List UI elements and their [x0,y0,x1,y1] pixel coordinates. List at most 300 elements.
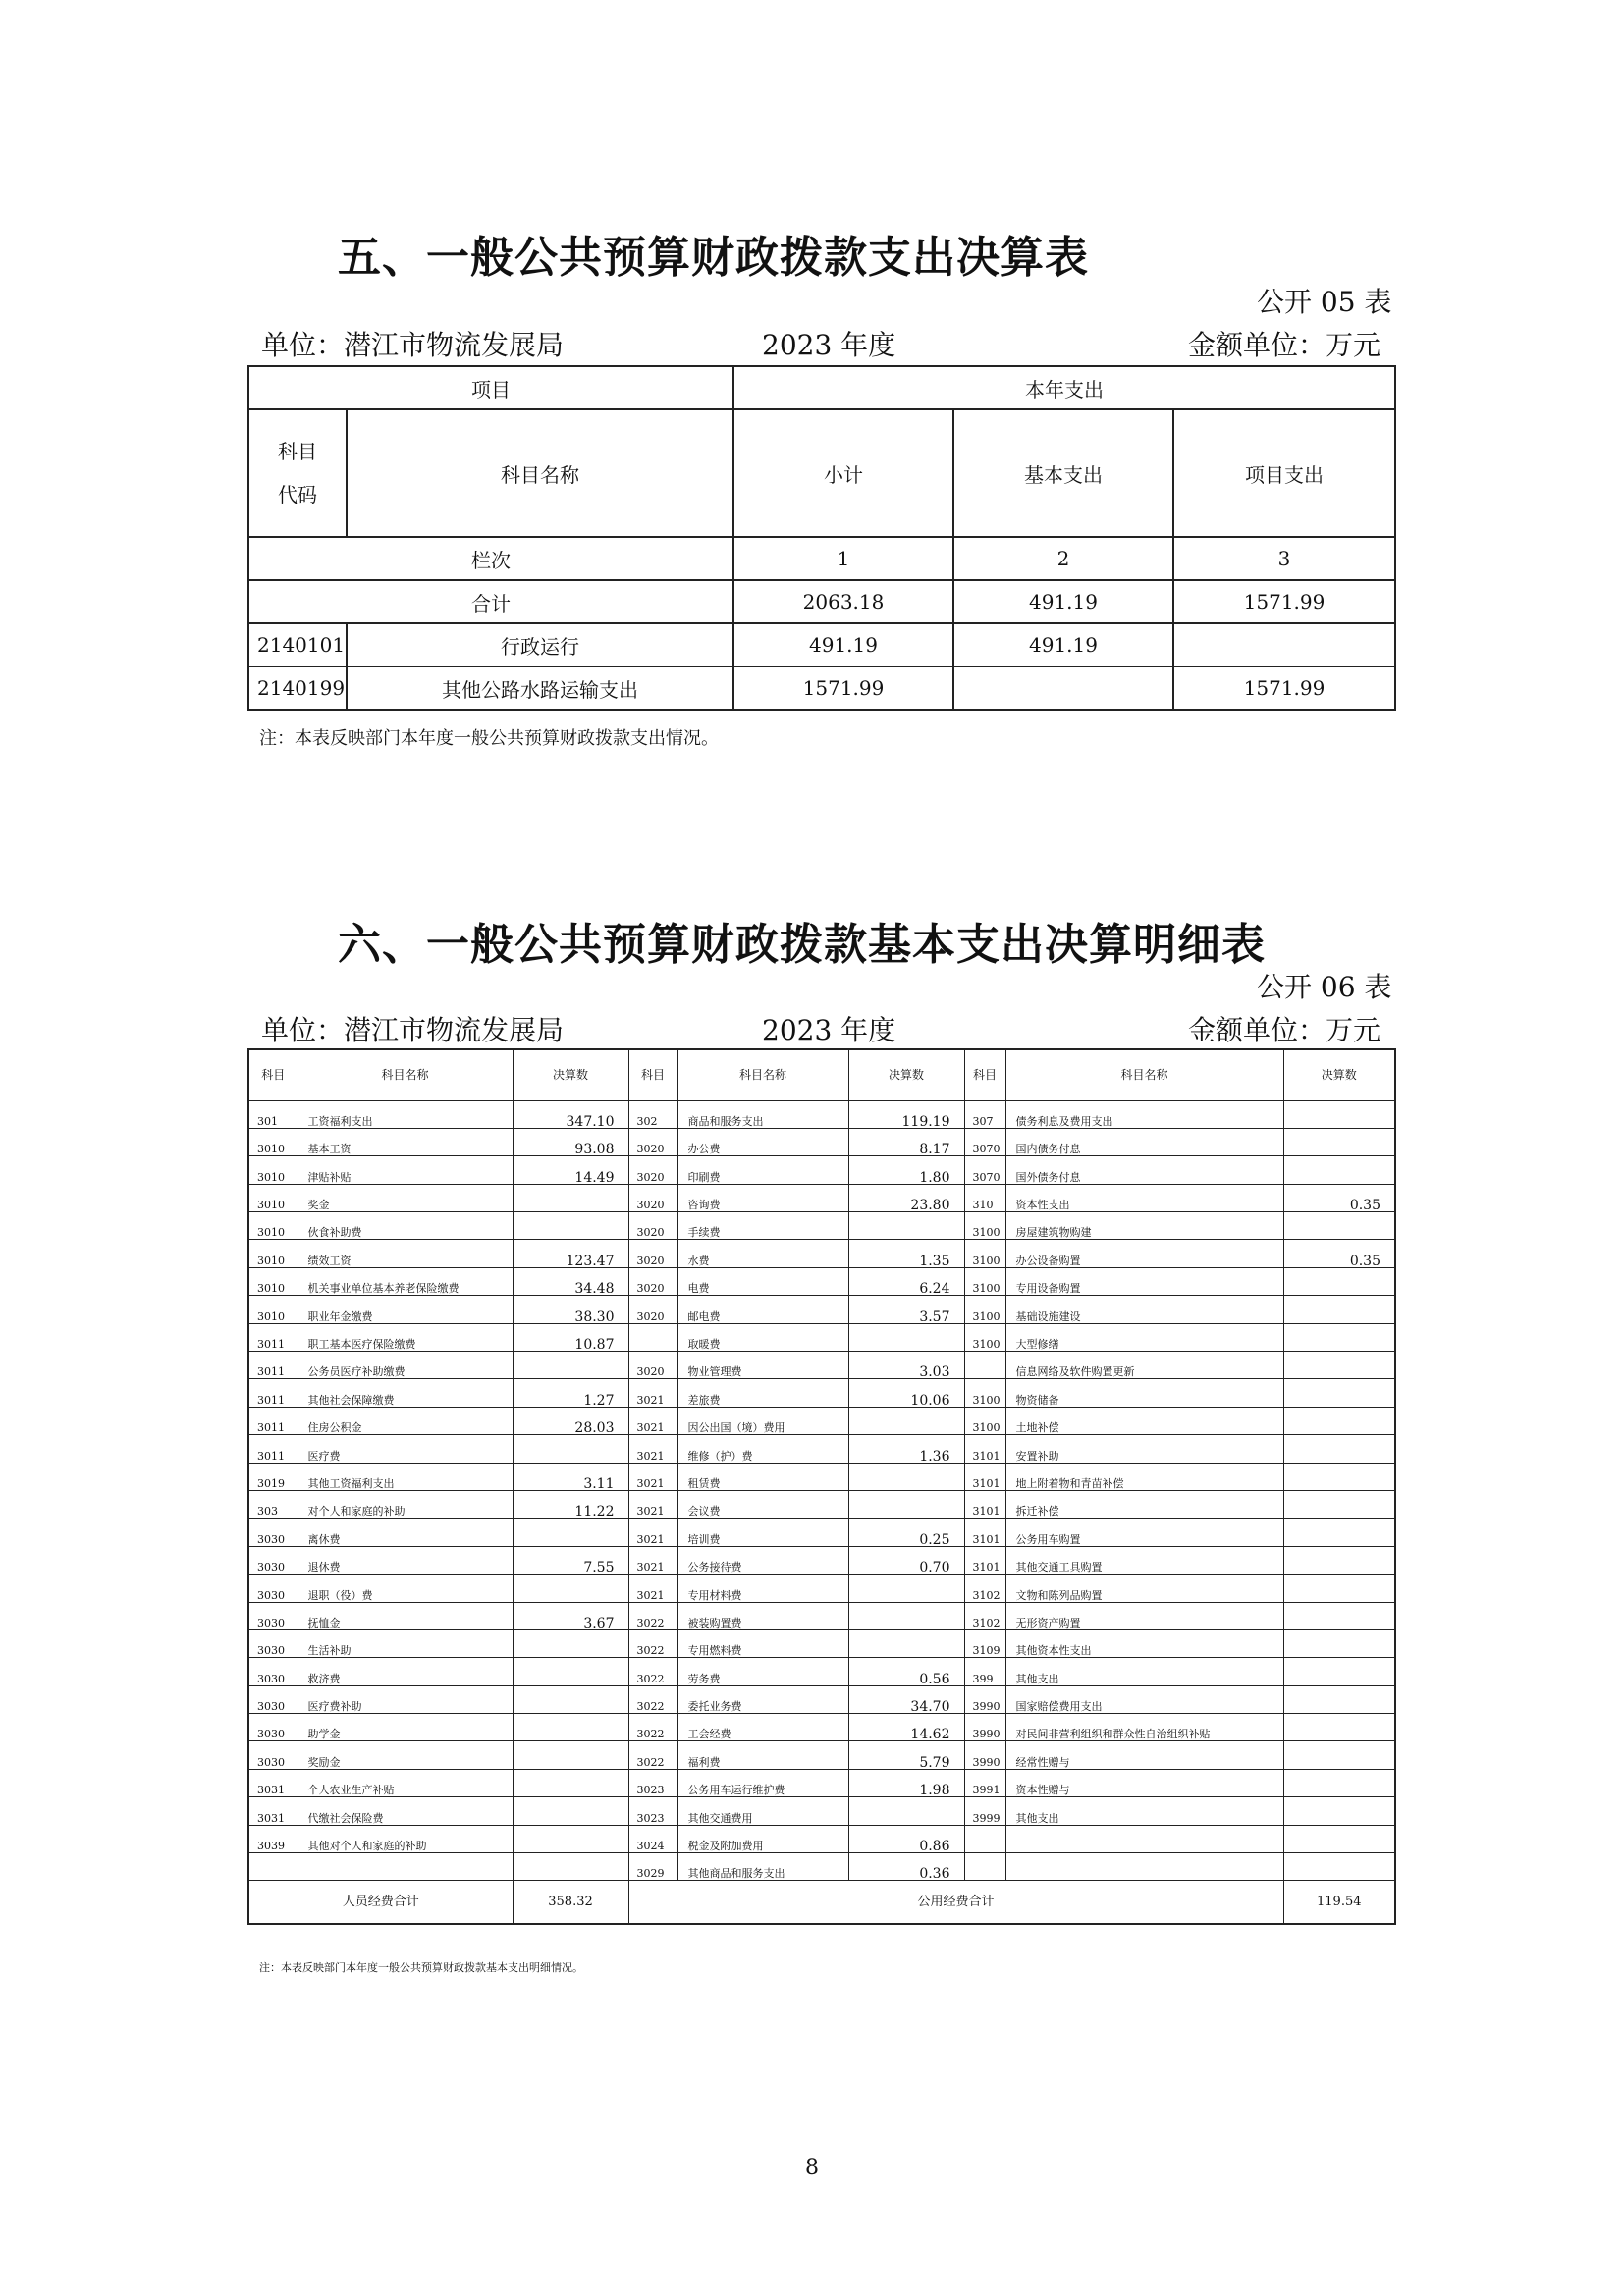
cell-code-2: 3021 [628,1407,677,1434]
header-subtotal: 小计 [733,409,953,537]
cell-value-1: 28.03 [513,1407,628,1434]
cell-value-1 [513,1714,628,1741]
cell-value-3 [1283,1296,1395,1323]
cell-name-3: 国内债务付息 [1005,1128,1283,1155]
cell-value-2: 1.35 [848,1240,964,1267]
cell-name-2: 租赁费 [677,1463,848,1490]
cell-name-3: 其他交通工具购置 [1005,1546,1283,1574]
cell-value-3 [1283,1435,1395,1463]
cell-name-3: 债务利息及费用支出 [1005,1100,1283,1128]
cell-value-3: 0.35 [1283,1184,1395,1211]
cell-code-2: 3021 [628,1490,677,1518]
page-number: 8 [805,2156,819,2180]
cell-code-1: 3011 [248,1379,298,1407]
cell-code-1: 3010 [248,1212,298,1240]
row-name: 行政运行 [347,623,733,667]
section5-unit: 单位：潜江市物流发展局 [261,329,565,361]
total-project: 1571.99 [1173,580,1395,623]
cell-code-2: 3022 [628,1602,677,1629]
table-row [248,1323,1395,1351]
table-row [248,1853,1395,1881]
cell-code-2: 3021 [628,1463,677,1490]
table-row [248,1156,1395,1184]
section6-title: 六、一般公共预算财政拨款基本支出决算明细表 [338,920,1266,970]
cell-name-3: 基础设施建设 [1005,1296,1283,1323]
cell-value-3 [1283,1546,1395,1574]
cell-code-3 [964,1825,1005,1852]
header-name-1: 科目名称 [298,1049,513,1100]
cell-value-3 [1283,1407,1395,1434]
cell-code-3: 3070 [964,1128,1005,1155]
cell-name-2: 公务用车运行维护费 [677,1769,848,1796]
public-total-label: 公用经费合计 [628,1881,1283,1924]
cell-code-1: 3031 [248,1769,298,1796]
table-row [248,1490,1395,1518]
cell-name-2: 会议费 [677,1490,848,1518]
header-code-1: 科目 [248,1049,298,1100]
cell-value-2: 6.24 [848,1267,964,1295]
section6-table-no: 公开 06 表 [1257,971,1392,1003]
cell-name-1: 其他社会保障缴费 [298,1379,513,1407]
table-row [248,1100,1395,1128]
cell-code-2: 3020 [628,1156,677,1184]
cell-code-3: 399 [964,1658,1005,1685]
cell-value-2 [848,1323,964,1351]
cell-value-1: 34.48 [513,1267,628,1295]
row-name: 其他公路水路运输支出 [347,667,733,710]
cell-value-1 [513,1435,628,1463]
cell-code-3: 3990 [964,1685,1005,1713]
cell-code-2: 3022 [628,1685,677,1713]
cell-name-2: 商品和服务支出 [677,1100,848,1128]
cell-value-3 [1283,1100,1395,1128]
cell-code-3: 3109 [964,1629,1005,1657]
cell-code-2: 3020 [628,1352,677,1379]
cell-code-1: 3011 [248,1352,298,1379]
section5-year: 2023 年度 [762,329,896,361]
section5-amount-unit: 金额单位：万元 [1188,329,1381,361]
table-row [248,1575,1395,1602]
cell-name-2: 邮电费 [677,1296,848,1323]
section5-note: 注：本表反映部门本年度一般公共预算财政拨款支出情况。 [259,728,719,749]
cell-value-3 [1283,1825,1395,1852]
header-item: 项目 [248,366,733,409]
cell-value-3 [1283,1769,1395,1796]
cell-name-3: 资本性赠与 [1005,1769,1283,1796]
cell-name-3: 对民间非营利组织和群众性自治组织补贴 [1005,1714,1283,1741]
cell-name-2: 其他交通费用 [677,1797,848,1825]
cell-value-1: 1.27 [513,1379,628,1407]
cell-value-2: 1.98 [848,1769,964,1796]
cell-value-2: 10.06 [848,1379,964,1407]
cell-name-2: 其他商品和服务支出 [677,1853,848,1881]
cell-code-1: 3030 [248,1629,298,1657]
table-row [248,667,1395,710]
cell-code-2 [628,1323,677,1351]
cell-name-1 [298,1853,513,1881]
cell-name-3: 大型修缮 [1005,1323,1283,1351]
cell-value-1 [513,1352,628,1379]
table-row [248,1296,1395,1323]
cell-value-1: 123.47 [513,1240,628,1267]
cell-value-3 [1283,1714,1395,1741]
cell-name-3: 其他支出 [1005,1658,1283,1685]
row-code: 2140101 [248,623,347,667]
cell-value-3: 0.35 [1283,1240,1395,1267]
cell-code-1: 3010 [248,1240,298,1267]
cell-name-1: 工资福利支出 [298,1100,513,1128]
cell-name-1: 其他对个人和家庭的补助 [298,1825,513,1852]
cell-code-1: 3010 [248,1267,298,1295]
cell-code-2: 3021 [628,1519,677,1546]
cell-value-1: 347.10 [513,1100,628,1128]
table-row [248,1602,1395,1629]
cell-name-2: 被装购置费 [677,1602,848,1629]
cell-code-2: 3029 [628,1853,677,1881]
cell-code-1: 3010 [248,1128,298,1155]
table-row [248,1379,1395,1407]
table-row [248,1267,1395,1295]
cell-name-2: 因公出国（境）费用 [677,1407,848,1434]
cell-value-1 [513,1741,628,1769]
cell-value-1 [513,1685,628,1713]
cell-code-2: 302 [628,1100,677,1128]
cell-value-2: 1.80 [848,1156,964,1184]
cell-value-3 [1283,1379,1395,1407]
cell-code-1: 3010 [248,1296,298,1323]
cell-code-3: 3102 [964,1575,1005,1602]
cell-value-1 [513,1853,628,1881]
cell-code-3: 3100 [964,1379,1005,1407]
cell-code-2: 3022 [628,1629,677,1657]
table-row [248,623,1395,667]
cell-value-1 [513,1629,628,1657]
cell-code-3: 3999 [964,1797,1005,1825]
cell-name-1: 职业年金缴费 [298,1296,513,1323]
cell-value-2: 3.03 [848,1352,964,1379]
cell-code-2: 3022 [628,1714,677,1741]
cell-name-1: 奖励金 [298,1741,513,1769]
section6-unit: 单位：潜江市物流发展局 [261,1014,565,1046]
cell-value-2: 0.70 [848,1546,964,1574]
cell-code-1: 3011 [248,1323,298,1351]
cell-value-3 [1283,1128,1395,1155]
section6-amount-unit: 金额单位：万元 [1188,1014,1381,1046]
public-total-value: 119.54 [1283,1881,1395,1924]
total-subtotal: 2063.18 [733,580,953,623]
cell-code-2: 3021 [628,1575,677,1602]
cell-value-3 [1283,1352,1395,1379]
cell-value-2: 34.70 [848,1685,964,1713]
cell-code-2: 3021 [628,1379,677,1407]
cell-code-1: 3030 [248,1546,298,1574]
cell-code-3: 3101 [964,1546,1005,1574]
table-row [248,1240,1395,1267]
cell-code-1: 3030 [248,1741,298,1769]
cell-value-1 [513,1184,628,1211]
cell-name-2: 劳务费 [677,1658,848,1685]
cell-value-1 [513,1797,628,1825]
cell-value-1 [513,1769,628,1796]
header-value-2: 决算数 [848,1049,964,1100]
col-label: 栏次 [248,537,733,580]
cell-code-2: 3024 [628,1825,677,1852]
cell-name-3: 物资储备 [1005,1379,1283,1407]
personnel-total-value: 358.32 [513,1881,628,1924]
table-row [248,1212,1395,1240]
cell-value-3 [1283,1658,1395,1685]
cell-code-2: 3020 [628,1296,677,1323]
cell-name-2: 工会经费 [677,1714,848,1741]
cell-name-2: 咨询费 [677,1184,848,1211]
cell-code-3: 307 [964,1100,1005,1128]
cell-value-1: 38.30 [513,1296,628,1323]
cell-code-3: 3101 [964,1490,1005,1518]
row-code: 2140199 [248,667,347,710]
cell-code-3: 3101 [964,1435,1005,1463]
cell-code-2: 3022 [628,1658,677,1685]
cell-code-1: 3030 [248,1658,298,1685]
cell-name-2: 福利费 [677,1741,848,1769]
cell-name-1: 医疗费补助 [298,1685,513,1713]
cell-value-2: 5.79 [848,1741,964,1769]
cell-name-1: 退职（役）费 [298,1575,513,1602]
cell-code-3: 3101 [964,1519,1005,1546]
table-row [248,1352,1395,1379]
cell-code-2: 3023 [628,1769,677,1796]
cell-code-2: 3020 [628,1184,677,1211]
cell-code-3: 3101 [964,1463,1005,1490]
cell-name-3: 地上附着物和青苗补偿 [1005,1463,1283,1490]
cell-name-3: 公务用车购置 [1005,1519,1283,1546]
cell-name-3: 信息网络及软件购置更新 [1005,1352,1283,1379]
table-row [248,1435,1395,1463]
cell-code-2: 3021 [628,1435,677,1463]
cell-value-1: 14.49 [513,1156,628,1184]
cell-code-1: 3030 [248,1714,298,1741]
cell-name-3: 经常性赠与 [1005,1741,1283,1769]
table-row [248,1769,1395,1796]
cell-name-1: 生活补助 [298,1629,513,1657]
header-code-3: 科目 [964,1049,1005,1100]
cell-value-2: 0.56 [848,1658,964,1685]
cell-code-3: 3991 [964,1769,1005,1796]
section5-table-no: 公开 05 表 [1257,286,1392,318]
row-basic: 491.19 [953,623,1173,667]
cell-code-1: 3030 [248,1519,298,1546]
cell-code-1: 3030 [248,1685,298,1713]
cell-name-3: 其他支出 [1005,1797,1283,1825]
table-row [248,1797,1395,1825]
cell-value-1 [513,1658,628,1685]
cell-name-2: 委托业务费 [677,1685,848,1713]
cell-name-3: 国外债务付息 [1005,1156,1283,1184]
cell-value-2: 3.57 [848,1296,964,1323]
cell-name-3: 办公设备购置 [1005,1240,1283,1267]
cell-value-2 [848,1212,964,1240]
cell-value-2 [848,1490,964,1518]
cell-code-3: 3070 [964,1156,1005,1184]
cell-code-1: 303 [248,1490,298,1518]
section6-note: 注：本表反映部门本年度一般公共预算财政拨款基本支出明细情况。 [259,1961,583,1974]
table-row [248,1407,1395,1434]
cell-value-3 [1283,1797,1395,1825]
cell-value-2 [848,1575,964,1602]
cell-name-2: 物业管理费 [677,1352,848,1379]
cell-code-1: 3010 [248,1156,298,1184]
section6-year: 2023 年度 [762,1014,896,1046]
cell-value-1: 3.11 [513,1463,628,1490]
header-name-3: 科目名称 [1005,1049,1283,1100]
row-basic [953,667,1173,710]
cell-value-1 [513,1825,628,1852]
cell-code-2: 3022 [628,1741,677,1769]
total-basic: 491.19 [953,580,1173,623]
cell-name-1: 公务员医疗补助缴费 [298,1352,513,1379]
cell-name-1: 机关事业单位基本养老保险缴费 [298,1267,513,1295]
cell-value-1: 7.55 [513,1546,628,1574]
row-subtotal: 491.19 [733,623,953,667]
cell-value-3 [1283,1685,1395,1713]
cell-name-1: 退休费 [298,1546,513,1574]
cell-value-3 [1283,1212,1395,1240]
cell-name-1: 救济费 [298,1658,513,1685]
row-project: 1571.99 [1173,667,1395,710]
cell-name-3 [1005,1825,1283,1852]
header-value-3: 决算数 [1283,1049,1395,1100]
cell-name-2: 维修（护）费 [677,1435,848,1463]
cell-value-3 [1283,1602,1395,1629]
table-row [248,1741,1395,1769]
cell-value-2 [848,1797,964,1825]
table-row [248,1825,1395,1852]
cell-code-1: 3039 [248,1825,298,1852]
cell-name-3: 专用设备购置 [1005,1267,1283,1295]
cell-code-3: 310 [964,1184,1005,1211]
cell-value-3 [1283,1490,1395,1518]
cell-code-1: 301 [248,1100,298,1128]
cell-name-1: 职工基本医疗保险缴费 [298,1323,513,1351]
cell-name-3: 房屋建筑物购建 [1005,1212,1283,1240]
cell-value-3 [1283,1156,1395,1184]
cell-name-2: 公务接待费 [677,1546,848,1574]
cell-code-1: 3030 [248,1575,298,1602]
col-3: 3 [1173,537,1395,580]
cell-value-1 [513,1575,628,1602]
cell-value-3 [1283,1519,1395,1546]
cell-code-3: 3100 [964,1296,1005,1323]
cell-code-3: 3100 [964,1212,1005,1240]
cell-value-1: 11.22 [513,1490,628,1518]
cell-code-3: 3100 [964,1267,1005,1295]
cell-name-2: 印刷费 [677,1156,848,1184]
cell-code-2: 3020 [628,1128,677,1155]
cell-code-1: 3031 [248,1797,298,1825]
cell-name-3 [1005,1853,1283,1881]
cell-value-2: 23.80 [848,1184,964,1211]
header-value-1: 决算数 [513,1049,628,1100]
cell-value-2: 1.36 [848,1435,964,1463]
cell-name-2: 专用燃料费 [677,1629,848,1657]
total-label: 合计 [248,580,733,623]
cell-name-2: 取暖费 [677,1323,848,1351]
cell-name-1: 伙食补助费 [298,1212,513,1240]
header-code-2: 科目 [628,1049,677,1100]
header-name: 科目名称 [347,409,733,537]
cell-value-1: 3.67 [513,1602,628,1629]
cell-name-3: 土地补偿 [1005,1407,1283,1434]
cell-code-1 [248,1853,298,1881]
cell-code-1: 3011 [248,1407,298,1434]
cell-code-3: 3102 [964,1602,1005,1629]
cell-name-2: 电费 [677,1267,848,1295]
cell-code-3: 3100 [964,1323,1005,1351]
cell-code-1: 3030 [248,1602,298,1629]
cell-code-2: 3020 [628,1212,677,1240]
cell-code-3 [964,1352,1005,1379]
cell-name-3: 其他资本性支出 [1005,1629,1283,1657]
header-code: 科目代码 [248,409,347,537]
section5-table [247,365,1396,711]
cell-value-2: 0.36 [848,1853,964,1881]
table-row [248,1629,1395,1657]
cell-value-1 [513,1519,628,1546]
cell-name-1: 个人农业生产补贴 [298,1769,513,1796]
row-project [1173,623,1395,667]
cell-code-1: 3019 [248,1463,298,1490]
cell-name-3: 拆迁补偿 [1005,1490,1283,1518]
cell-name-2: 差旅费 [677,1379,848,1407]
cell-name-1: 医疗费 [298,1435,513,1463]
cell-name-2: 手续费 [677,1212,848,1240]
cell-value-2: 14.62 [848,1714,964,1741]
cell-name-2: 水费 [677,1240,848,1267]
table-row [248,1658,1395,1685]
cell-name-2: 培训费 [677,1519,848,1546]
cell-value-2 [848,1463,964,1490]
cell-name-1: 奖金 [298,1184,513,1211]
cell-name-2: 专用材料费 [677,1575,848,1602]
cell-value-2 [848,1407,964,1434]
cell-name-1: 对个人和家庭的补助 [298,1490,513,1518]
cell-name-1: 助学金 [298,1714,513,1741]
cell-code-2: 3020 [628,1267,677,1295]
cell-code-2: 3020 [628,1240,677,1267]
cell-name-3: 安置补助 [1005,1435,1283,1463]
table-row [248,1546,1395,1574]
cell-name-3: 无形资产购置 [1005,1602,1283,1629]
cell-value-3 [1283,1575,1395,1602]
table-row [248,1128,1395,1155]
personnel-total-label: 人员经费合计 [248,1881,513,1924]
header-basic: 基本支出 [953,409,1173,537]
cell-code-3: 3990 [964,1741,1005,1769]
cell-code-3: 3100 [964,1407,1005,1434]
cell-name-1: 离休费 [298,1519,513,1546]
col-1: 1 [733,537,953,580]
col-2: 2 [953,537,1173,580]
cell-value-3 [1283,1853,1395,1881]
cell-value-3 [1283,1629,1395,1657]
cell-name-1: 住房公积金 [298,1407,513,1434]
cell-value-2: 0.86 [848,1825,964,1852]
cell-value-1 [513,1212,628,1240]
cell-code-1: 3010 [248,1184,298,1211]
cell-value-1: 10.87 [513,1323,628,1351]
cell-value-3 [1283,1463,1395,1490]
cell-name-1: 津贴补贴 [298,1156,513,1184]
cell-value-3 [1283,1267,1395,1295]
